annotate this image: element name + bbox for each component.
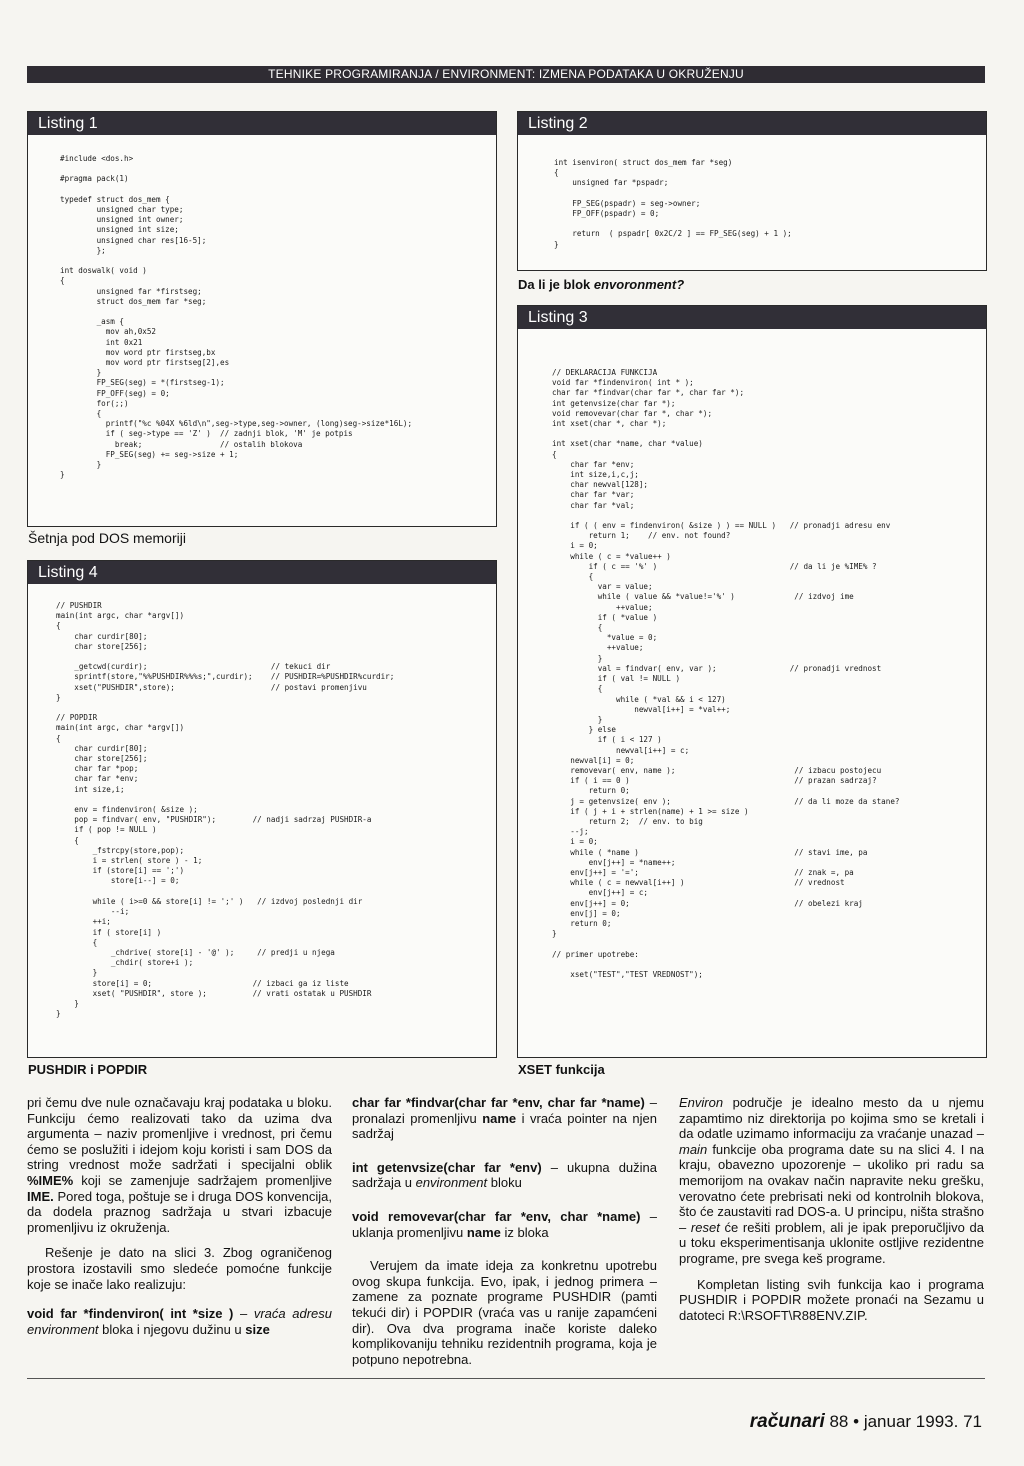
issue-number: 88: [829, 1412, 849, 1431]
listing-1-code: #include <dos.h> #pragma pack(1) typedef struct dos_mem { unsigned char type; unsigned int owner; unsigned int size; unsigned char res[16-5]; }; int doswalk( void ) { unsigned far *firstseg; struct dos_mem far *seg; _asm { mov ah,0x52 int 0x21 mov word ptr firstseg,bx mov word ptr firstseg[2],es } FP_SEG(seg) = *(firstseg-1); FP_OFF(seg) = 0; for(;;) { printf("%c %04X %6ld\n",seg->type,seg->owner, (long)seg->size*16L); if ( seg->type == 'Z' ) // zadnji blok, 'M' je potpis break; // ostalih blokova FP_SEG(seg) += seg->size + 1; } }: [60, 154, 413, 480]
issue-date: januar 1993.: [863, 1412, 959, 1431]
listing-4-panel: [27, 560, 497, 1058]
listing-3-panel: [517, 305, 987, 1058]
function-definition: void far *findenviron( int *size ) – vraća adresu environment bloka i njegovu dužinu u size: [27, 1306, 332, 1337]
listing-1-title: Listing 1: [28, 112, 496, 135]
function-definition: char far *findvar(char far *env, char far *name) – pronalazi promenljivu name i vraća pointer na njen sadržaj: [352, 1095, 658, 1142]
listing-4-caption: PUSHDIR i POPDIR: [28, 1062, 148, 1077]
article-column-1: [27, 1095, 332, 1347]
listing-3-caption: XSET funkcija: [518, 1062, 605, 1077]
article-paragraph: Kompletan listing svih funkcija kao i programa PUSHDIR i POPDIR možete pronaći na Sezamu u datoteci R:\RSOFT\R88ENV.ZIP.: [679, 1276, 984, 1323]
listing-3-title: Listing 3: [518, 306, 986, 329]
function-definition: int getenvsize(char far *env) – ukupna dužina sadržaja u environment bloku: [352, 1159, 657, 1191]
article-column-3: [679, 1095, 984, 1333]
section-header: TEHNIKE PROGRAMIRANJA / ENVIRONMENT: IZMENA PODATAKA U OKRUŽENJU: [27, 66, 985, 83]
article-paragraph: Rešenje je dato na slici 3. Zbog ograničenog prostora izostavili smo sledeće pomoćne funkcije koje se inače lako realizuju:: [27, 1245, 332, 1292]
article-paragraph: Environ područje je idealno mesto da u njemu zapamtimo niz direktorija po kojima smo se kretali i da odatle uzimamo informaciju za vraćanje unazad – main funkcije oba programa date su na slici 4. I na kraju, obavezno upozorenje – ukoliko pri radu sa memorijom na ovakav način napravite neku grešku, verovatno ćete prebrisati neki od kontrolnih blokova, što će zaustaviti rad DOS-a. U principu, ništa strašno – reset će rešiti problem, ali je ipak preporučljivo da u toku eksperimentisanja uklonite ostljive rezidentne programe, pre svega keš programe.: [679, 1095, 985, 1266]
listing-4-title: Listing 4: [28, 561, 496, 584]
listing-2-code: int isenviron( struct dos_mem far *seg) { unsigned far *pspadr; FP_SEG(pspadr) = seg->owner; FP_OFF(pspadr) = 0; return ( pspadr[ 0x2C/2 ] == FP_SEG(seg) + 1 ); }: [554, 158, 792, 249]
article-paragraph: Verujem da imate ideja za konkretnu upotrebu ovog skupa funkcija. Evo, ipak, i jednog primera – zamene za poznate programe PUSHDIR (pamti tekući dir) i POPDIR (vraća vas u ranije zapamćeni dir). Ova dva programa inače koriste daleko komplikovaniju tehniku rezidentnih programa, koja je potpuno nepotrebna.: [352, 1258, 657, 1367]
magazine-logo: računari: [749, 1411, 825, 1432]
listing-2-title: Listing 2: [518, 112, 986, 135]
page-number: 71: [963, 1412, 982, 1431]
article-column-2: [352, 1095, 657, 1377]
listing-1-panel: [27, 111, 497, 527]
bullet-separator: •: [853, 1412, 860, 1431]
listing-2-panel: [517, 111, 987, 271]
page-footer: [750, 1411, 982, 1433]
listing-1-caption: Šetnja pod DOS memoriji: [28, 530, 186, 546]
function-definition: void removevar(char far *env, char *name) – uklanja promenljivu name iz bloka: [352, 1208, 658, 1240]
listing-3-code: // DEKLARACIJA FUNKCIJA void far *findenviron( int * ); char far *findvar(char far *, char far *); int getenvsize(char far *); void removevar(char far *, char *); int xset(char *, char *); int xset(char *name, char *value) { char far *env; int size,i,c,j; char newval[128]; char far *var; char far *val; if ( ( env = findenviron( &size ) ) == NULL ) // pronadji adresu env return 1; // env. not found? i = 0; while ( c = *value++ ) if ( c == '%' ) // da li je %IME% ? { var = value; while ( value && *value!='%' ) // izdvoj ime ++value; if ( *value ) { *value = 0; ++value; } val = findvar( env, var ); // pronadji vrednost if ( val != NULL ) { while ( *val && i < 127) newval[i++] = *val++; } } else if ( i < 127 ) newval[i++] = c; newval[i] = 0; removevar( env, name ); // izbacu postojecu if ( i == 0 ) // prazan sadrzaj? return 0; j = getenvsize( env ); // da li moze da stane? if ( j + i + strlen(name) + 1 >= size ) return 2; // env. to big --j; i = 0; while ( *name ) // stavi ime, pa env[j++] = *name++; env[j++] = '='; // znak =, pa while ( c = newval[i++] ) // vrednost env[j++] = c; env[j++] = 0; // obelezi kraj env[j] = 0; return 0; } // primer upotrebe: xset("TEST","TEST VREDNOST");: [552, 368, 900, 979]
footer-divider: [27, 1378, 985, 1379]
listing-2-caption: Da li je blok envoronment?: [518, 277, 685, 292]
listing-4-code: // PUSHDIR main(int argc, char *argv[]) { char curdir[80]; char store[256]; _getcwd(curdir); // tekuci dir sprintf(store,"%%PUSHDIR%%%s;",curdir); // PUSHDIR=%PUSHDIR%curdir; xset("PUSHDIR",store); // postavi promenjivu } // POPDIR main(int argc, char *argv[]) { char curdir[80]; char store[256]; char far *pop; char far *env; int size,i; env = findenviron( &size ); pop = findvar( env, "PUSHDIR"); // nadji sadrzaj PUSHDIR-a if ( pop != NULL ) { _fstrcpy(store,pop); i = strlen( store ) - 1; if (store[i] == ';') store[i--] = 0; while ( i>=0 && store[i] != ';' ) // izdvoj poslednji dir --i; ++i; if ( store[i] ) { _chdrive( store[i] - '@' ); // predji u njega _chdir( store+i ); } store[i] = 0; // izbaci ga iz liste xset( "PUSHDIR", store ); // vrati ostatak u PUSHDIR } }: [56, 601, 395, 1019]
article-paragraph: pri čemu dve nule označavaju kraj podataka u bloku. Funkciju ćemo realizovati tako da uzima dva argumenta – naziv promenljive i vrednost, pri čemu ćemo se poslužiti i idejom koju koristi i sam DOS da string vrednost može sadržati i specijalni oblik %IME% koji se zamenjuje sadržajem promenljive IME. Pored toga, poštuje se i druga DOS konvencija, da dodela praznog sadržaja u stvari izbacuje promenljivu iz okruženja.: [27, 1095, 332, 1235]
